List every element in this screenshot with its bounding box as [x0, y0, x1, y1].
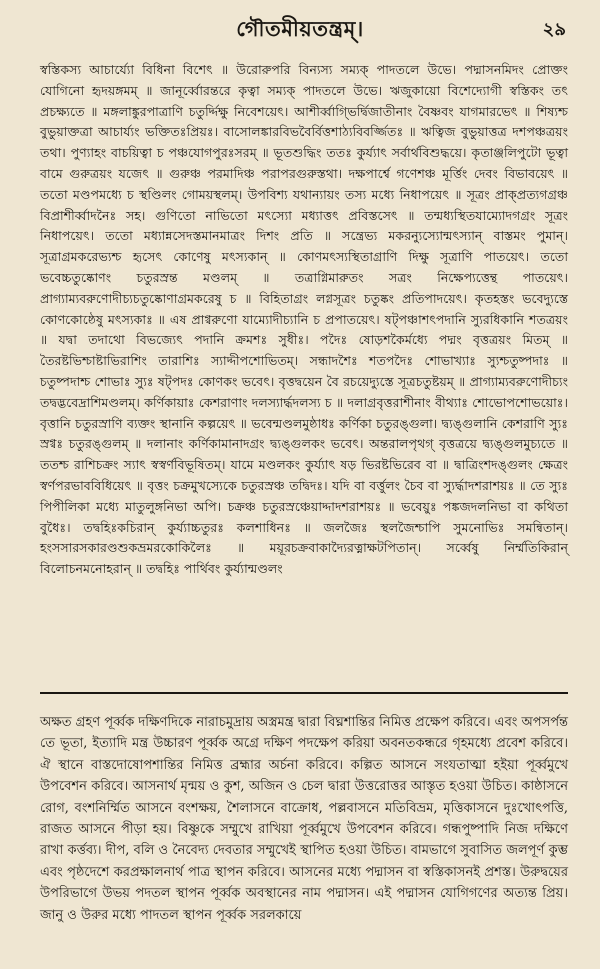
- sanskrit-verses: [40, 60, 568, 580]
- page-title: গৌতমীয়তন্ত্রম্।: [236, 16, 364, 41]
- bengali-commentary: [40, 712, 568, 926]
- sanskrit-paragraph: স্বস্তিকস্য আচার্য্যো বিধিনা বিশেৎ ॥ উরোরুপরি বিন্যস্য সম্যক্ পাদতলে উভে। পদ্মাসনমিদং প্রোক্তং যোগিনো হৃদয়ঙ্গমম্ ॥ জানূর্ব্বোরন্তরে কৃত্বা সম্যক্ পাদতলে উভে। ঋজুকায়ো বিশেদ্যোগী স্বস্তিকং তৎ প্রচক্ষ্যতে ॥ মঙ্গলাঙ্কুরপাত্রাণি চতুর্দ্দিক্ষু নিবেশয়েৎ। আশীর্ব্বাগ্ভির্দ্বিজাতীনাং বৈষ্ণবং যাগমারভেৎ ॥ শিষ্যশ্চ বুভুয়াক্তত্রা আচার্য্যং ভক্তিতঃপ্রিয়ঃ। বাসোলঙ্কারবিভবৈর্বিত্তশাঠ্যবিবর্জ্জিতঃ ॥ ঋত্বিজ বুভুয়াত্তত্র দশপঞ্চত্রয়ং তথা। পুণ্যাহং বাচয়িত্বা চ পঞ্চযোগপুরঃসরম্ ॥ ভূতশুদ্ধিং ততঃ কুর্য্যাৎ সর্বার্থবিশুদ্ধয়ে। কৃতাঞ্জলিপুটো ভূত্বা বামে গুরুত্রয়ং যজেৎ ॥ গুরুঞ্চ পরমাদিঞ্চ পরাপরগুরুস্তথা। দক্ষপার্শ্বে গণেশঞ্চ মূর্ত্তিং দেবং বিভাবয়েৎ ॥ ততো মণ্ডপমধ্যে চ স্থণ্ডিলং গোময়স্থলম্। উপবিশ্য যথান্যায়ং তস্য মধ্যে নিধাপয়েৎ ॥ সূত্রং প্রাক্প্রত্যগগ্রঞ্চ বিপ্রাশীর্ব্বাদনৈঃ সহ। গুণিতো নাভিতো মৎস্যো মধ্যাত্তৎ প্রবিস্তসেৎ ॥ তন্মধ্যস্থিতযাম্যোদগগ্রং সূত্রং নিধাপয়েৎ। ততো মধ্যান্নসেদস্তমানমাত্রং দিশং প্রতি ॥ সন্ত্রেভ্য মকরন্যুস্যোন্মৎস্যান্ বাস্তমং পুমান্। সূত্রাগ্রমকরেভ্যশ্চ হৃসেৎ কোণেষু মৎস্যকান্ ॥ কোণমৎস্যস্থিতাগ্রাণি দিক্ষু সূত্রাণি পাতয়েৎ। ততো ভবেচ্চতুষ্কোণং চতুরস্রন্ত মণ্ডলম্ ॥ তত্রাগ্নিমারুতং সত্রং নিক্ষেপ্যত্তেন্থ পাতয়েৎ। প্রাগ্যাম্যবরুণোদীচ্যচতুষ্কোণাগ্রমকরেষু চ ॥ বিহিতাগ্রং লগ্নসূত্রং চতুষ্কং প্রতিপাদয়েৎ। কৃতহস্তং ভবেদ্যুস্তে কোণকোষ্ঠেষু মৎস্যকাঃ ॥ এষ প্রাগ্বরুণো যাম্যোদীচ্যানি চ প্রপাতয়েৎ। ষট্পঞ্চাশৎপদানি স্যুরধিকানি শতত্রয়ং ॥ যদ্বা তদাথো বিভজ্যেৎ পদানি ক্রমশঃ সুধীঃ। পদৈঃ ষোড়শকৈর্মধ্যে পদ্মং বৃত্তত্রয়ং মিতম্ ॥ তৈরষ্টভিশ্চাষ্টাভিরাশিং তারাশিঃ স্যাদ্দীপশোভিতম্। সন্ধাদশৈঃ শতপদৈঃ শোভাখ্যাঃ স্যুশ্চতুষ্পদাঃ ॥ চতুষ্পদাশ্চ শোভাঃ স্যুঃ ষট্পদঃ কোণকং ভবেৎ। বৃত্তদ্বয়েন বৈ রচয়েদ্যুস্তে সূত্রচতুষ্টয়ম্ ॥ প্রাগ্যাম্যবরুণোদীচ্যং তদ্বদ্ভবেদ্রাশিমণ্ডলম্। কর্ণিকায়াঃ কেশরাণাং দলস্যার্দ্ধদলস্য চ ॥ দলাগ্রবৃত্তরাশীনাং বীথ্যাঃ শোভোপশোভয়োঃ। বৃত্তানি চতুরস্রাণি ব্যক্তং স্থানানি কল্পয়েৎ ॥ ভবেন্মণ্ডলমুষ্ঠাধঃ কর্ণিকা চতুরঙ্গুলা। দ্ব্যঙ্গুলানি কেশরাণি স্যুঃ স্রগ্বঃ চতুরঙ্গুলম্ ॥ দলানাং কর্ণিকামানাদগ্রং দ্ব্যঙ্গুলকং ভবেৎ। অন্তরালপৃথগ্ বৃত্তত্রয়ে দ্ব্যঙ্গুলমুচ্যতে ॥ ততশ্চ রাশিচক্রং স্যাৎ স্বস্বর্ণবিভূষিতম্। যামে মণ্ডলকং কুর্য্যাৎ ষড় ভিরষ্টভিরেব বা ॥ দ্বাত্রিংশদঙ্গুলং ক্ষেত্রং স্বর্ণপরভাববিধিয়েৎ ॥ বৃত্তং চক্রমুখস্যেকে চতুরস্রঞ্চ তদ্বিদঃ। যদি বা বর্ত্তুলং চৈব বা স্যুর্দ্ধাদশরাশয়ঃ ॥ তে স্যুঃ পিপীলিকা মধ্যে মাতুলুঙ্গনিভা অপি। চক্রঞ্চ চতুরস্রঞ্চেয়াদ্দাদশরাশয়ঃ ॥ ভবেয়ুঃ পঙ্কজদলনিভা বা কথিতা বুধৈঃ। তদ্বহিঃকচিরান্ কুর্য্যাচ্চতুরঃ কলশাধিনঃ ॥ জলজৈঃ স্থলজৈশ্চাপি সুমনোভিঃ সমন্বিতান্। হংসসারসকারণ্ডশুকভ্রমরকোকিলৈঃ ॥ ময়ূরচক্রবাকাদ্যৈরত্নাক্ষটপিতান্। সর্ব্বেষু নির্ম্মতিকিরান্ বিলোচনমনোহরান্ ॥ তদ্বহিঃ পার্থিবং কুর্য্যান্মণ্ডলং: [40, 62, 568, 577]
- bengali-paragraph: অক্ষত গ্রহণ পূর্ব্বক দক্ষিণদিকে নারাচমুদ্রায় অস্ত্রমন্ত্র দ্বারা বিঘ্নশান্তির নিমিত্ত প্রক্ষেপ করিবে। এবং অপসর্পন্ত তে ভূতা, ইত্যাদি মন্ত্র উচ্চারণ পূর্ব্বক অগ্রে দক্ষিণ পদক্ষেপ করিয়া অবনতকন্ধরে গৃহমধ্যে প্রবেশ করিবে। ঐ স্থানে বাস্তদোষোপশান্তির নিমিত্ত ব্রহ্মার অর্চনা করিবে। কল্পিত আসনে সংযতাত্মা হইয়া পূর্ব্বমুখে উপবেশন করিবে। আসনার্থ মৃন্ময় ও কুশ, অজিন ও চেল দ্বারা উত্তরোত্তর আস্তৃত হওয়া উচিত। কাষ্ঠাসনে রোগ, বংশনির্ম্মিত আসনে বংশক্ষয়, শৈলাসনে বাক্রোধ, পল্লবাসনে মতিবিভ্রম, মৃত্তিকাসনে দুঃখোৎপত্তি, রাজত আসনে পীড়া হয়। বিষ্ণুকে সম্মুখে রাখিয়া পূর্ব্বমুখে উপবেশন করিবে। গন্ধপুষ্পাদি নিজ দক্ষিণে রাখা কর্ত্তব্য। দীপ, বলি ও নৈবেদ্য দেবতার সম্মুখেই স্থাপিত হওয়া উচিত। বামভাগে সুবাসিত জলপূর্ণ কুম্ভ এবং পৃষ্ঠদেশে করপ্রক্ষালনার্থ পাত্র স্থাপন করিবে। আসনের মধ্যে পদ্মাসন বা স্বস্তিকাসনই প্রশস্ত। উরুদ্বয়ের উপরিভাগে উভয় পদতল স্থাপন পূর্ব্বক অবস্থানের নাম পদ্মাসন। এই পদ্মাসন যোগিগণের অত্যন্ত প্রিয়। জানু ও উরুর মধ্যে পাদতল স্থাপন পূর্ব্বক সরলকায়ে: [40, 715, 568, 923]
- page-header: [0, 0, 600, 44]
- page-number: ২৯: [542, 19, 566, 40]
- section-divider: [40, 692, 568, 694]
